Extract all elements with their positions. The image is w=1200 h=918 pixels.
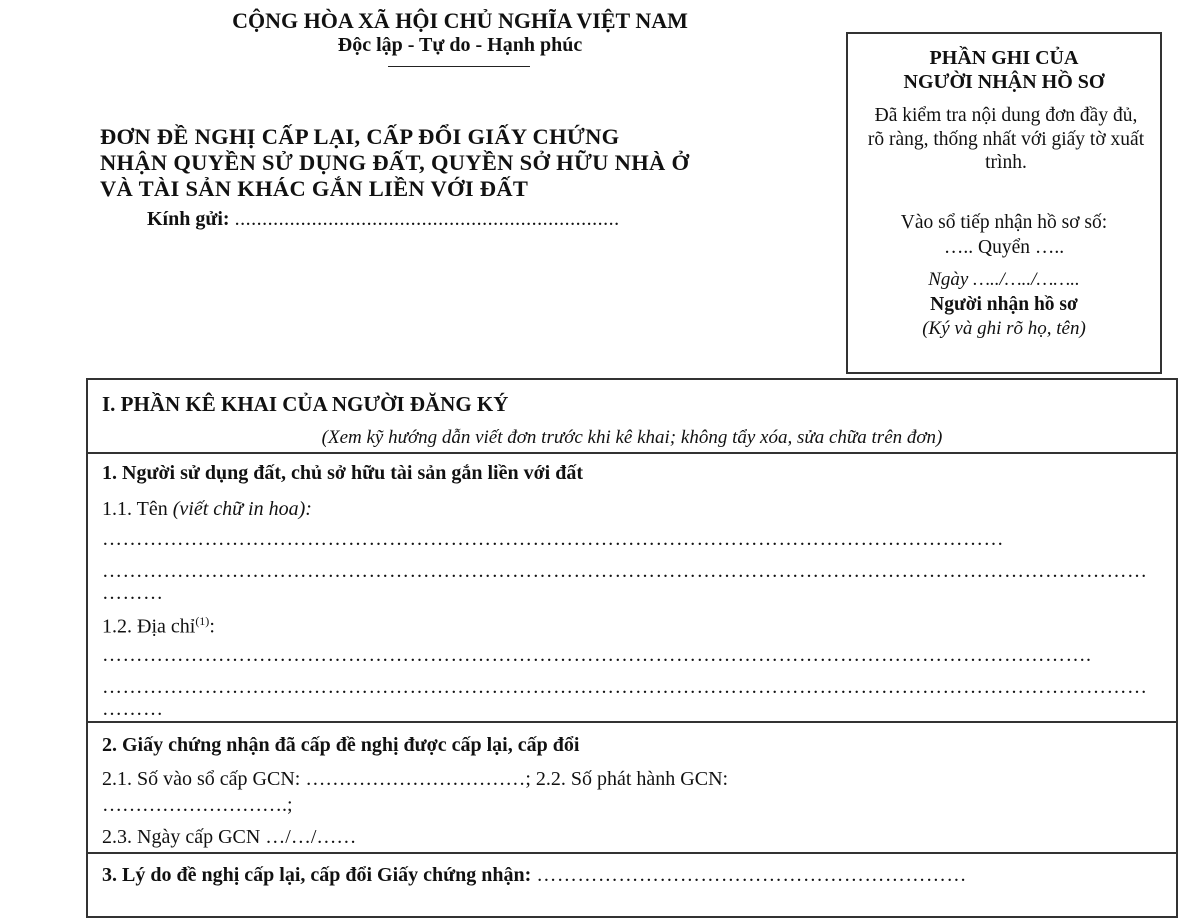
divider: [88, 721, 1176, 723]
address-colon: :: [209, 615, 215, 638]
receiver-box-title: [848, 46, 1160, 94]
title-line-1: ĐƠN ĐỀ NGHỊ CẤP LẠI, CẤP ĐỔI GIẤY CHỨNG: [100, 124, 620, 149]
receiver-sign-note: (Ký và ghi rõ họ, tên): [922, 318, 1086, 339]
receiver-check-text: Đã kiểm tra nội dung đơn đầy đủ, rõ ràng, thống nhất với giấy tờ xuất trình.: [867, 105, 1145, 173]
document-title: [100, 124, 820, 202]
certificate-number-row[interactable]: 2.1. Số vào sổ cấp GCN: ……………………………; 2.2. Số phát hành GCN:: [102, 768, 729, 790]
divider: [88, 452, 1176, 454]
item3-heading: 3. Lý do đề nghị cấp lại, cấp đổi Giấy chứng nhận:: [102, 864, 532, 886]
declaration-form: [86, 378, 1178, 918]
address-blank-2[interactable]: ………………………………………………………………………………………………………………………………………: [102, 676, 1148, 698]
address-label: 1.2. Địa chỉ: [102, 615, 196, 638]
address-blank-3[interactable]: ………: [102, 698, 164, 720]
address-footnote: (1): [195, 614, 210, 628]
name-blank-1[interactable]: ……………………………………………………………………………………………………………………: [102, 528, 1004, 550]
receiver-title-line-2: NGƯỜI NHẬN HỒ SƠ: [903, 71, 1105, 93]
section-heading: I. PHẦN KÊ KHAI CỦA NGƯỜI ĐĂNG KÝ: [102, 392, 509, 416]
nation-heading: CỘNG HÒA XÃ HỘI CHỦ NGHĨA VIỆT NAM: [232, 8, 688, 33]
certificate-date-row[interactable]: 2.3. Ngày cấp GCN …/…/……: [102, 826, 357, 848]
receiver-log: [848, 210, 1160, 260]
name-blank-2[interactable]: ………………………………………………………………………………………………………………………………………: [102, 560, 1148, 582]
name-label-row: [102, 498, 312, 521]
motto-heading: Độc lập - Tự do - Hạnh phúc: [337, 34, 583, 56]
title-line-2: NHẬN QUYỀN SỬ DỤNG ĐẤT, QUYỀN SỞ HỮU NHÀ Ở: [100, 150, 690, 175]
divider: [88, 852, 1176, 854]
address-label-row: [102, 614, 215, 639]
recipient-blank[interactable]: ......................................................................: [234, 208, 620, 230]
section-note: (Xem kỹ hướng dẫn viết đơn trước khi kê khai; không tẩy xóa, sửa chữa trên đơn): [321, 427, 943, 448]
reason-blank[interactable]: ………………………………………………………: [536, 864, 967, 886]
item3-row: [102, 864, 967, 887]
title-line-3: VÀ TÀI SẢN KHÁC GẮN LIỀN VỚI ĐẤT: [100, 176, 529, 201]
receiver-date[interactable]: Ngày …../…../……..: [928, 269, 1080, 290]
certificate-issue-number-blank[interactable]: ……………………….;: [102, 794, 293, 816]
address-blank-1[interactable]: ……………………………………………………………………………………………………………………………….: [102, 644, 1092, 666]
motto-divider: [388, 66, 530, 67]
receiver-log-line-2[interactable]: ….. Quyển …..: [943, 237, 1065, 258]
name-label: 1.1. Tên: [102, 498, 173, 520]
receiver-box: [846, 32, 1162, 374]
item1-heading: 1. Người sử dụng đất, chủ sở hữu tài sản gắn liền với đất: [102, 462, 584, 484]
recipient-label: Kính gửi:: [147, 208, 230, 230]
name-blank-3[interactable]: ………: [102, 582, 164, 604]
receiver-person: Người nhận hồ sơ: [930, 294, 1078, 315]
item2-heading: 2. Giấy chứng nhận đã cấp đề nghị được cấp lại, cấp đổi: [102, 734, 580, 756]
name-hint: (viết chữ in hoa):: [172, 498, 312, 520]
receiver-title-line-1: PHẦN GHI CỦA: [929, 47, 1079, 69]
recipient-line: [147, 208, 620, 231]
receiver-log-line-1: Vào sổ tiếp nhận hồ sơ số:: [900, 212, 1108, 233]
